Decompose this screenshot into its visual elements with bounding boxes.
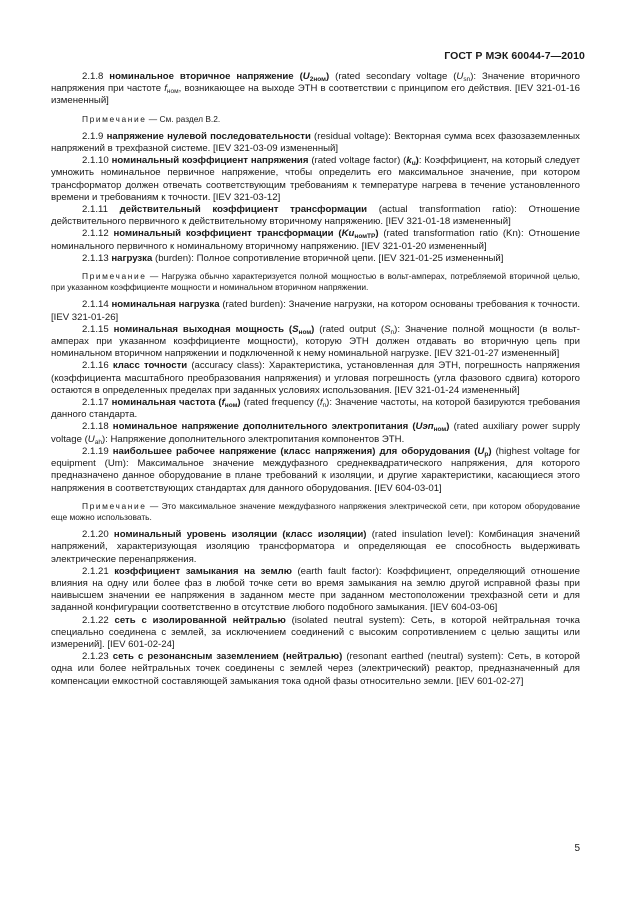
term: нагрузка	[111, 252, 153, 264]
term: сеть с резонансным заземлением (нейтралью)	[112, 651, 343, 663]
clause-2-1-11: 2.1.11 действительный коэффициент трансформации (actual transformation ratio): Отношение действительного первичного к действительному вторичному напряжению. [IEV 321-01-18 измененный]	[51, 204, 580, 228]
note-label: Примечание	[82, 113, 147, 124]
clause-2-1-17: 2.1.17 номинальная частота $(f_{ном})$ (rated frequency $(f_n)$: Значение частоты, на которой базируются требования данного стандарта.	[51, 397, 581, 421]
clause-2-1-13: 2.1.13 нагрузка (burden): Полное сопротивление вторичной цепи. [IEV 321-01-25 измененный]	[82, 252, 504, 264]
clause-2-1-14: 2.1.14 номинальная нагрузка (rated burden): Значение нагрузки, на котором основаны требования к точности. [IEV 321-01-26]	[51, 299, 581, 323]
clause-2-1-9: 2.1.9 напряжение нулевой последовательности (residual voltage): Векторная сумма всех фазозаземленных напряжений в трехфазной системе. [IEV 321-03-09 измененный]	[51, 130, 580, 155]
term: класс точности	[112, 360, 188, 372]
document-body	[51, 71, 580, 688]
clause-2-1-21: 2.1.21 коэффициент замыкания на землю (earth fault factor): Коэффициент, определяющий отношение влияния на одну или более фаз в любой точке сети во время замыкания на землю другой исправной фазы при наивысшем значении ее напряжения в заданном месте при заданном местоположении трехфазной сети и для заданной конфигурации соответственно в отсутствие любого подобного замыкания. [IEV 604-03-06]	[51, 565, 581, 614]
note: Примечание — См. раздел В.2.	[82, 113, 221, 124]
term: напряжение нулевой последовательности	[106, 130, 311, 142]
clause-2-1-22: 2.1.22 сеть с изолированной нейтралью (isolated neutral system): Сеть, в которой нейтральная точка специально соединена с землей, за исключением соединений с высоким сопротивлением с целью защиты или измерений]. [IEV 601-02-24]	[51, 614, 580, 650]
term: номинальный коэффициент напряжения	[111, 155, 309, 167]
clause-2-1-12: 2.1.12 номинальный коэффициент трансформации $(Ku_{номТР})$ (rated transformation ratio (Kn): Отношение номинального первичного к номинальному вторичному напряжению. [IEV 321-01-20 измененный]	[51, 228, 580, 252]
document-header: ГОСТ Р МЭК 60044-7—2010	[444, 50, 585, 62]
note-label: Примечание	[82, 500, 147, 511]
clause-2-1-8: 2.1.8 номинальное вторичное напряжение $(U_{2ном})$ (rated secondary voltage $(U_{sn})$: Значение вторичного напряжения при частоте $f_{ном}$, возникающее на выходе ЭТН в соответствии с принципом его действия. [IEV 321-01-16 измененный]	[51, 71, 580, 107]
clause-2-1-20: 2.1.20 номинальный уровень изоляции (класс изоляции) (rated insulation level): Комбинация значений напряжений, характеризующая изоляцию трансформатора и определяющая ее способность выдерживать электрические перенапряжения.	[51, 529, 580, 565]
note-label: Примечание	[82, 271, 147, 282]
term: номинальное напряжение дополнительного электропитания (	[112, 421, 416, 433]
clause-2-1-10: 2.1.10 номинальный коэффициент напряжения (rated voltage factor) $(k_u)$: Коэффициент, на который следует умножить номинальное первичное напряжение, чтобы определить его максимальное значение, при котором трансформатор должен отвечать соответствующим требованиям к температуре нагрева в течение установленного времени и требованиям к точности. [IEV 321-03-12]	[51, 155, 581, 203]
term: номинальная нагрузка	[111, 299, 220, 311]
term: сеть с изолированной нейтралью	[114, 614, 286, 626]
clause-2-1-23: 2.1.23 сеть с резонансным заземлением (нейтралью) (resonant earthed (neutral) system): Сеть, в которой одна или более нейтральных точек соединены с землей через (электрический) реактор, предназначенный для компенсации емкостной составляющей замыкания тока одной фазы относительно земли. [IEV 601-02-27]	[51, 651, 580, 687]
term: действительный коэффициент трансформации	[119, 204, 368, 216]
term: номинальное вторичное напряжение (	[109, 71, 303, 82]
clause-2-1-19: 2.1.19 наибольшее рабочее напряжение (класс напряжения) для оборудования $(U_p)$ (highest voltage for equipment (Um): Максимальное значение междуфазного среднеквадратического напряжения, для которого предназначено данное оборудование в плане требований к изоляции, и другие характеристики, касающиеся этого напряжения в соответствующих стандартах для данного оборудования. [IEV 604-03-01]	[51, 445, 580, 494]
clause-2-1-18: 2.1.18 номинальное напряжение дополнительного электропитания (Uэп$_{ном}$) (rated auxiliary power supply voltage $(U_{ah})$: Напряжение дополнительного электропитания компонентов ЭТН.	[51, 421, 581, 446]
term: номинальная частота (	[111, 397, 222, 409]
page-number: 5	[574, 843, 580, 854]
term: номинальная выходная мощность (	[113, 323, 293, 335]
term: номинальный уровень изоляции (класс изоляции)	[113, 529, 367, 541]
term: номинальный коэффициент трансформации (	[113, 228, 342, 240]
note: Примечание — Нагрузка обычно характеризуется полной мощностью в вольт-амперах, потребляемой вторичной целью, при указанном коэффициенте мощности и номинальном вторичном напряжении.	[51, 271, 580, 293]
clause-2-1-15: 2.1.15 номинальная выходная мощность $(S_{ном})$ (rated output $(S_n)$: Значение полной мощности (в вольт-амперах при указанном коэффициенте мощности), которую ЭТН должен отдавать во вторичную цепь при номинальном вторичном напряжении и подключенной к нему номинальной нагрузке. [IEV 321-01-27 измененный]	[51, 323, 581, 360]
term: коэффициент замыкания на землю	[114, 565, 292, 577]
note: Примечание — Это максимальное значение междуфазного напряжения электрической сети, при котором оборудование еще можно использовать.	[51, 500, 580, 522]
term: наибольшее рабочее напряжение (класс напряжения) для оборудования (	[112, 445, 478, 457]
clause-2-1-16: 2.1.16 класс точности (accuracy class): Характеристика, установленная для ЭТН, погрешность напряжения (коэффициента масштабного преобразования напряжения) и угловая погрешность (угла фазового сдвига) которого остаются в определенных пределах при заданных условиях использования. [IEV 321-01-24 измененный]	[51, 360, 580, 396]
